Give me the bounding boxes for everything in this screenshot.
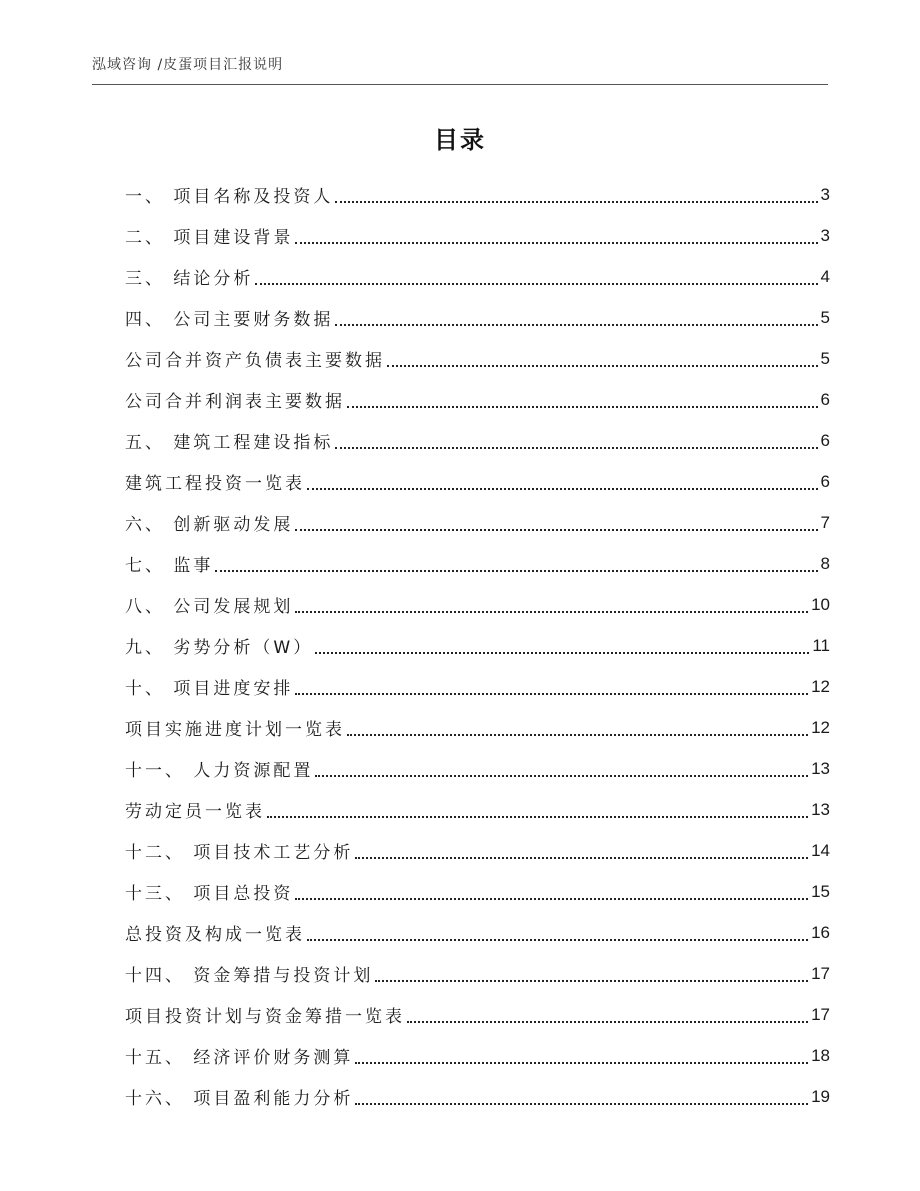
toc-entry-page: 18 bbox=[811, 1045, 830, 1065]
toc-dot-leader bbox=[355, 857, 808, 859]
header-divider bbox=[92, 84, 828, 85]
toc-dot-leader bbox=[295, 242, 817, 244]
toc-entry[interactable] bbox=[125, 174, 830, 215]
toc-dot-leader bbox=[295, 529, 817, 531]
toc-entry-label: 公司合并资产负债表主要数据 bbox=[125, 351, 385, 371]
toc-entry-label: 二、 项目建设背景 bbox=[125, 228, 294, 248]
toc-entry-label: 公司合并利润表主要数据 bbox=[125, 392, 345, 412]
toc-entry-page: 7 bbox=[820, 512, 830, 532]
toc-entry[interactable] bbox=[125, 215, 830, 256]
toc-entry[interactable] bbox=[125, 707, 830, 748]
toc-entry-label: 建筑工程投资一览表 bbox=[125, 474, 305, 494]
toc-entry[interactable] bbox=[125, 748, 830, 789]
toc-entry-page: 13 bbox=[811, 758, 830, 778]
toc-entry[interactable] bbox=[125, 543, 830, 584]
toc-dot-leader bbox=[267, 816, 808, 818]
toc-entry-page: 12 bbox=[811, 717, 830, 737]
toc-entry-label: 八、 公司发展规划 bbox=[125, 597, 294, 617]
toc-entry-page: 13 bbox=[811, 799, 830, 819]
toc-entry[interactable] bbox=[125, 871, 830, 912]
toc-entry-page: 3 bbox=[820, 184, 830, 204]
toc-entry-page: 19 bbox=[811, 1086, 830, 1106]
toc-entry-label: 六、 创新驱动发展 bbox=[125, 515, 294, 535]
toc-entry-page: 6 bbox=[820, 430, 830, 450]
toc-dot-leader bbox=[355, 1103, 808, 1105]
toc-dot-leader bbox=[307, 939, 808, 941]
toc-entry-label: 十六、 项目盈利能力分析 bbox=[125, 1089, 354, 1109]
page-title: 目录 bbox=[434, 126, 486, 154]
toc-entry[interactable] bbox=[125, 502, 830, 543]
toc-dot-leader bbox=[355, 1062, 808, 1064]
toc-entry[interactable] bbox=[125, 256, 830, 297]
toc-entry-page: 11 bbox=[812, 635, 830, 655]
toc-entry-page: 17 bbox=[811, 963, 830, 983]
toc-entry-label: 七、 监事 bbox=[125, 556, 214, 576]
toc-entry-page: 17 bbox=[811, 1004, 830, 1024]
toc-entry[interactable] bbox=[125, 994, 830, 1035]
toc-dot-leader bbox=[215, 570, 817, 572]
toc-entry[interactable] bbox=[125, 912, 830, 953]
toc-entry-label: 十四、 资金筹措与投资计划 bbox=[125, 966, 374, 986]
toc-entry[interactable] bbox=[125, 420, 830, 461]
toc-entry-label: 十、 项目进度安排 bbox=[125, 679, 294, 699]
toc-dot-leader bbox=[315, 775, 808, 777]
toc-dot-leader bbox=[255, 283, 817, 285]
toc-entry-label: 项目投资计划与资金筹措一览表 bbox=[125, 1007, 405, 1027]
toc-entry-page: 3 bbox=[820, 225, 830, 245]
toc-entry-label: 十三、 项目总投资 bbox=[125, 884, 294, 904]
running-header: 泓域咨询 /皮蛋项目汇报说明 bbox=[92, 57, 284, 73]
table-of-contents bbox=[125, 174, 830, 1117]
toc-dot-leader bbox=[375, 980, 808, 982]
toc-entry-page: 16 bbox=[811, 922, 830, 942]
toc-dot-leader bbox=[347, 406, 818, 408]
toc-entry-page: 14 bbox=[811, 840, 830, 860]
toc-entry[interactable] bbox=[125, 297, 830, 338]
toc-dot-leader bbox=[335, 201, 817, 203]
toc-entry-label: 五、 建筑工程建设指标 bbox=[125, 433, 334, 453]
toc-entry-page: 4 bbox=[820, 266, 830, 286]
toc-entry-page: 6 bbox=[820, 471, 830, 491]
toc-dot-leader bbox=[335, 324, 817, 326]
toc-dot-leader bbox=[295, 693, 808, 695]
toc-dot-leader bbox=[387, 365, 818, 367]
toc-entry-page: 8 bbox=[820, 553, 830, 573]
toc-entry[interactable] bbox=[125, 379, 830, 420]
toc-entry[interactable] bbox=[125, 1076, 830, 1117]
toc-entry[interactable] bbox=[125, 666, 830, 707]
toc-entry-label: 九、 劣势分析（W） bbox=[125, 638, 314, 658]
toc-dot-leader bbox=[315, 652, 809, 654]
toc-entry-label: 十二、 项目技术工艺分析 bbox=[125, 843, 354, 863]
toc-dot-leader bbox=[347, 734, 808, 736]
toc-entry-page: 5 bbox=[820, 307, 830, 327]
toc-entry-page: 15 bbox=[811, 881, 830, 901]
toc-entry-label: 四、 公司主要财务数据 bbox=[125, 310, 334, 330]
toc-entry-label: 总投资及构成一览表 bbox=[125, 925, 305, 945]
toc-entry-page: 5 bbox=[820, 348, 830, 368]
toc-entry-label: 项目实施进度计划一览表 bbox=[125, 720, 345, 740]
toc-entry-label: 劳动定员一览表 bbox=[125, 802, 265, 822]
toc-entry[interactable] bbox=[125, 625, 830, 666]
toc-entry-page: 12 bbox=[811, 676, 830, 696]
toc-entry[interactable] bbox=[125, 584, 830, 625]
toc-dot-leader bbox=[335, 447, 817, 449]
toc-entry[interactable] bbox=[125, 953, 830, 994]
toc-entry[interactable] bbox=[125, 461, 830, 502]
toc-entry-label: 十一、 人力资源配置 bbox=[125, 761, 314, 781]
toc-entry[interactable] bbox=[125, 789, 830, 830]
toc-entry-label: 三、 结论分析 bbox=[125, 269, 254, 289]
toc-dot-leader bbox=[295, 611, 808, 613]
toc-entry[interactable] bbox=[125, 830, 830, 871]
toc-dot-leader bbox=[307, 488, 818, 490]
toc-dot-leader bbox=[407, 1021, 808, 1023]
toc-entry[interactable] bbox=[125, 338, 830, 379]
toc-entry-page: 10 bbox=[811, 594, 830, 614]
toc-dot-leader bbox=[295, 898, 808, 900]
toc-entry[interactable] bbox=[125, 1035, 830, 1076]
toc-entry-label: 一、 项目名称及投资人 bbox=[125, 187, 334, 207]
toc-entry-label: 十五、 经济评价财务测算 bbox=[125, 1048, 354, 1068]
toc-entry-page: 6 bbox=[820, 389, 830, 409]
